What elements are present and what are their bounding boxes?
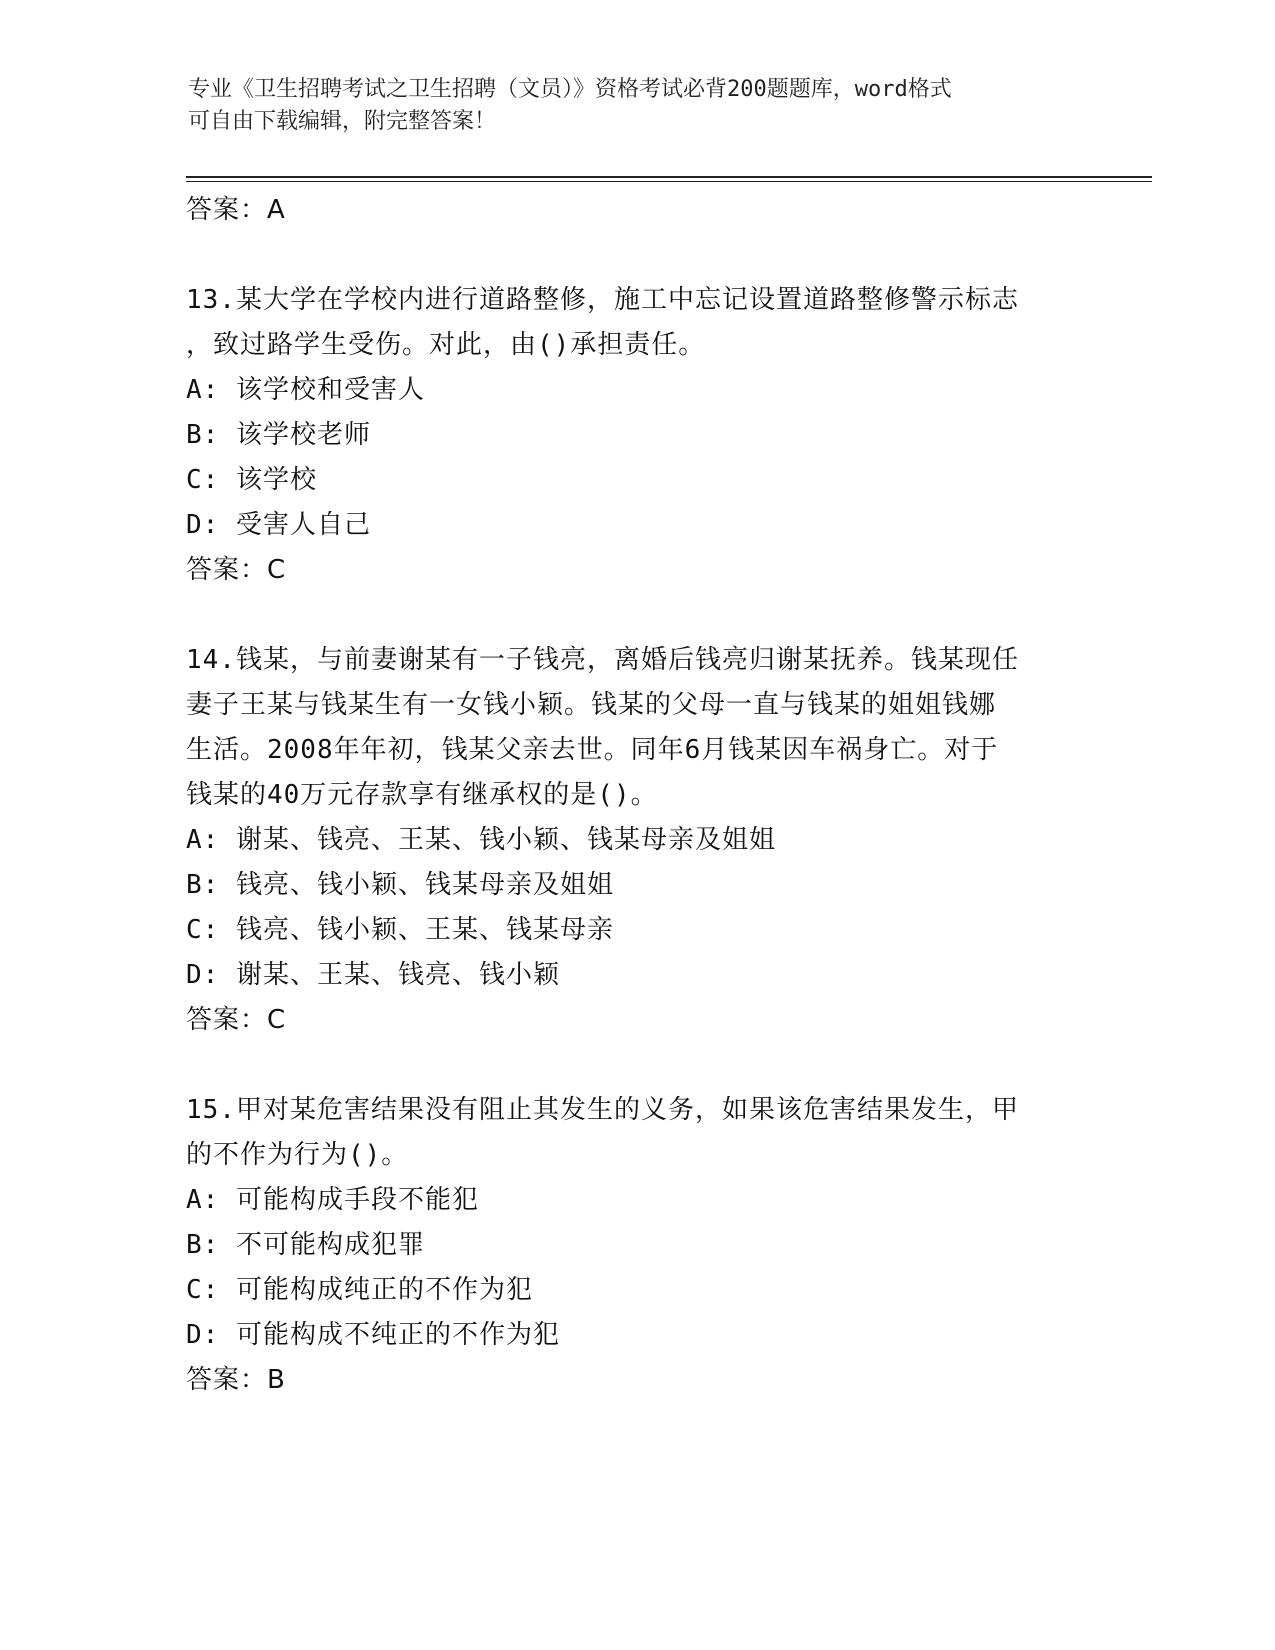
- spacer: [186, 593, 1086, 638]
- header-line-1: 专业《卫生招聘考试之卫生招聘（文员）》资格考试必背200题题库，word格式: [188, 77, 952, 102]
- question-15: [186, 1088, 1086, 1403]
- option-a: A: 谢某、钱亮、王某、钱小颖、钱某母亲及姐姐: [186, 825, 776, 855]
- question-stem-line: 生活。2008年年初，钱某父亲去世。同年6月钱某因车祸身亡。对于: [186, 735, 999, 765]
- document-body: [186, 188, 1086, 1403]
- spacer: [186, 1043, 1086, 1088]
- question-14: [186, 638, 1086, 1043]
- question-stem-line: 妻子王某与钱某生有一女钱小颖。钱某的父母一直与钱某的姐姐钱娜: [186, 690, 997, 720]
- option-c: C: 可能构成纯正的不作为犯: [186, 1275, 533, 1305]
- question-stem-line: 13.某大学在学校内进行道路整修，施工中忘记设置道路整修警示标志: [186, 285, 1019, 315]
- question-stem-line: ，致过路学生受伤。对此，由()承担责任。: [186, 330, 706, 360]
- question-13: [186, 278, 1086, 593]
- previous-answer: 答案：A: [186, 195, 286, 225]
- option-b: B: 钱亮、钱小颖、钱某母亲及姐姐: [186, 870, 614, 900]
- answer-line: 答案：B: [186, 1365, 286, 1395]
- question-stem-line: 钱某的40万元存款享有继承权的是()。: [186, 780, 658, 810]
- option-b: B: 不可能构成犯罪: [186, 1230, 425, 1260]
- question-stem-line: 15.甲对某危害结果没有阻止其发生的义务，如果该危害结果发生，甲: [186, 1095, 1019, 1125]
- option-c: C: 钱亮、钱小颖、王某、钱某母亲: [186, 915, 614, 945]
- option-d: D: 可能构成不纯正的不作为犯: [186, 1320, 560, 1350]
- option-b: B: 该学校老师: [186, 420, 371, 450]
- option-d: D: 受害人自己: [186, 510, 371, 540]
- header-divider-thick: [186, 176, 1152, 178]
- option-c: C: 该学校: [186, 465, 317, 495]
- answer-line: 答案：C: [186, 555, 287, 585]
- question-stem-line: 的不作为行为()。: [186, 1140, 409, 1170]
- spacer: [186, 233, 1086, 278]
- option-d: D: 谢某、王某、钱亮、钱小颖: [186, 960, 560, 990]
- option-a: A: 该学校和受害人: [186, 375, 425, 405]
- answer-line: 答案：C: [186, 1005, 287, 1035]
- option-a: A: 可能构成手段不能犯: [186, 1185, 479, 1215]
- question-stem-line: 14.钱某，与前妻谢某有一子钱亮，离婚后钱亮归谢某抚养。钱某现任: [186, 645, 1019, 675]
- document-header: [188, 74, 1068, 138]
- header-line-2: 可自由下载编辑，附完整答案！: [188, 109, 497, 134]
- header-divider-thin: [186, 181, 1152, 182]
